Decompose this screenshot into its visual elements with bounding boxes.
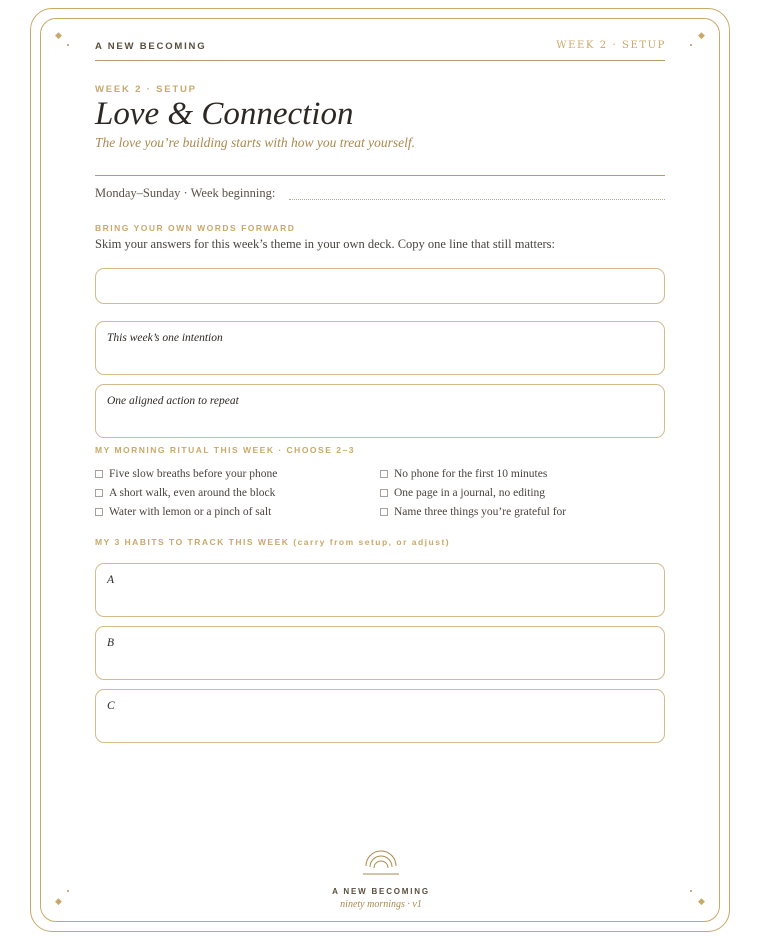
habit-field-a[interactable] xyxy=(95,563,665,617)
header-section: WEEK 2 · SETUP xyxy=(556,40,666,51)
habits-label: MY 3 HABITS TO TRACK THIS WEEK (carry from setup, or adjust) xyxy=(95,537,451,547)
habit-field-c[interactable] xyxy=(95,689,665,743)
ritual-option[interactable]: Name three things you’re grateful for xyxy=(380,506,566,518)
checkbox-icon[interactable] xyxy=(380,470,388,478)
habit-field-b[interactable] xyxy=(95,626,665,680)
dot-ornament xyxy=(67,44,69,46)
habit-letter: A xyxy=(107,574,115,586)
ritual-option[interactable]: Five slow breaths before your phone xyxy=(95,468,277,480)
footer-brand: A NEW BECOMING xyxy=(332,887,430,896)
action-field[interactable] xyxy=(95,384,665,438)
ritual-label: MY MORNING RITUAL THIS WEEK · CHOOSE 2–3 xyxy=(95,445,355,455)
checkbox-icon[interactable] xyxy=(95,470,103,478)
diamond-ornament-icon: ◆ xyxy=(55,897,62,907)
habit-letter: B xyxy=(107,637,115,649)
page-kicker: WEEK 2 · SETUP xyxy=(95,84,197,95)
intention-label: This week’s one intention xyxy=(107,332,223,344)
diamond-ornament-icon: ◆ xyxy=(55,31,62,41)
page-title: Love & Connection xyxy=(95,96,354,132)
week-beginning-label: Monday–Sunday · Week beginning: xyxy=(95,186,276,200)
habit-letter: C xyxy=(107,700,115,712)
checkbox-icon[interactable] xyxy=(380,489,388,497)
ritual-option[interactable]: Water with lemon or a pinch of salt xyxy=(95,506,271,518)
ritual-option[interactable]: One page in a journal, no editing xyxy=(380,487,545,499)
footer-subtitle: ninety mornings · v1 xyxy=(340,899,422,910)
intention-field[interactable] xyxy=(95,321,665,375)
words-forward-field[interactable] xyxy=(95,268,665,304)
words-forward-instruction: Skim your answers for this week’s theme in your own deck. Copy one line that still matters: xyxy=(95,237,555,251)
checkbox-icon[interactable] xyxy=(95,508,103,516)
words-forward-label: BRING YOUR OWN WORDS FORWARD xyxy=(95,223,296,233)
ritual-option[interactable]: No phone for the first 10 minutes xyxy=(380,468,547,480)
header-divider xyxy=(95,60,665,61)
ritual-option[interactable]: A short walk, even around the block xyxy=(95,487,275,499)
diamond-ornament-icon: ◆ xyxy=(698,897,705,907)
title-divider xyxy=(95,175,665,176)
header-brand: A NEW BECOMING xyxy=(95,41,207,52)
week-beginning-field[interactable] xyxy=(289,199,665,200)
page-subtitle: The love you’re building starts with how you treat yourself. xyxy=(95,135,415,150)
action-label: One aligned action to repeat xyxy=(107,395,239,407)
checkbox-icon[interactable] xyxy=(380,508,388,516)
checkbox-icon[interactable] xyxy=(95,489,103,497)
sunrise-arcs-icon xyxy=(362,846,400,876)
dot-ornament xyxy=(690,44,692,46)
diamond-ornament-icon: ◆ xyxy=(698,31,705,41)
